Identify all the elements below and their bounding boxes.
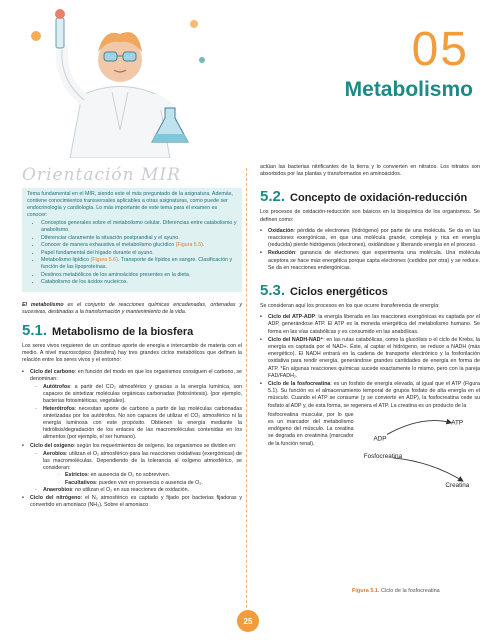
item-text: : utilizan el O₂ atmosférico para las reacciones oxidativas (exergónicas) de las macromoléculas. Dependiendo de la tolerancia al oxígeno atmosférico, se consideran: xyxy=(43,450,242,472)
orientation-item: • Diferenciar claramente la situación postprandial y el ayuno. xyxy=(41,235,237,242)
biosphere-cycles-list xyxy=(22,369,242,510)
left-column xyxy=(22,164,242,510)
item-label: Ciclo del nitrógeno xyxy=(30,494,81,501)
list-item xyxy=(260,228,480,250)
chapter-number: 05 xyxy=(411,23,469,76)
item-text: : en las rutas catabólicas, como la glucólisis o el ciclo de Krebs, la energía es captada por el NAD+. Éste, al captar el hidrógeno, se reduce a NADH (más energético). El NADH entrará en la cadena de transporte electrónico y la fosforilación oxidativa para rendir energía, generándose grandes cantidades de energía en forma de ATP. *En algunas reacciones químicas sucede exactamente lo mismo, pero con la pareja FAD/FADH₂. xyxy=(268,336,480,379)
sub-list xyxy=(30,451,242,494)
definition-term: El metabolismo xyxy=(22,301,64,308)
item-label: Estrictos xyxy=(65,472,88,479)
item-text: : en ausencia de O₂ no sobreviven. xyxy=(87,472,171,479)
caption-text: Ciclo de la fosfocreatina xyxy=(379,588,440,594)
item-label: Oxidación xyxy=(268,227,294,234)
figure-row xyxy=(268,412,480,490)
creatina-label: Creatina xyxy=(444,481,469,489)
adp-label: ADP xyxy=(373,435,387,443)
sub-item xyxy=(30,406,242,442)
section-5-1-heading xyxy=(22,322,242,339)
list-item xyxy=(260,314,480,336)
list-item xyxy=(260,381,480,490)
right-column xyxy=(260,164,480,491)
item-text: : según los requerimientos de oxígeno, los organismos se dividen en: xyxy=(73,442,237,449)
item-label: Ciclo de la fosfocreatina xyxy=(268,381,331,388)
figure-side-text: fosfocreatina muscular, por lo que es un marcador del metabolismo endógeno del músculo. La creatina se degrada en creatinina (marcador de la función renal). xyxy=(268,411,354,447)
sub-item xyxy=(30,487,242,494)
item-text: : pérdida de electrones (hidrógeno) por parte de una molécula. Se da en las reacciones exergónicas, en que una molécula grande, compleja y rica en energía (reducida) pierde hidrógenos (electrones), oxidándose y liberando energía en el proceso. xyxy=(268,227,480,249)
figure-caption xyxy=(352,588,440,594)
list-item xyxy=(260,337,480,380)
sub-sub-list xyxy=(43,472,242,486)
orientation-title: Orientación MIR xyxy=(22,165,181,185)
item-label: Facultativos xyxy=(65,479,96,486)
phosphocreatine-cycle-diagram xyxy=(354,412,480,490)
section-number: 5.3. xyxy=(260,282,286,300)
caption-label: Figura 5.1. xyxy=(352,588,380,594)
item-text: : la energía liberada en las reacciones exergónicas es captada por el ADP, generándose ATP. El ATP es la moneda energética del metabolismo humano. Se forma en las vías catabólicas y es consumido en las anabólicas. xyxy=(268,314,481,335)
sub-sub-item xyxy=(43,480,242,487)
section-intro: Los seres vivos requieren de un continuo aporte de energía e intercambio de materia con el medio. A nivel macroscópico (biosfera) hay tres grandes ciclos metabólicos que definen la relación entre los seres vivos y el entorno: xyxy=(22,342,242,364)
section-title: Concepto de oxidación-reducción xyxy=(290,192,468,205)
item-label: Reducción xyxy=(268,250,296,257)
orientation-item: • Metabolismo lipídico (Figura 5.6). Transporte de lípidos en sangre. Clasificación y función de las lipoproteínas. xyxy=(41,257,237,271)
orientation-item: • Papel fundamental del hígado durante el ayuno. xyxy=(41,250,237,257)
orientation-list xyxy=(41,220,237,286)
item-label: Ciclo del carbono xyxy=(30,368,75,375)
list-item xyxy=(22,495,242,509)
section-5-2-heading xyxy=(260,188,480,205)
orientation-item: • Destinos metabólicos de los aminoácidos presentes en la dieta. xyxy=(41,272,237,279)
section-intro: Los procesos de oxidación-reducción son básicos en la bioquímica de los organismos. Se definen como: xyxy=(260,209,480,223)
item-label: Ciclo del ATP-ADP xyxy=(268,314,316,321)
item-label: Ciclo del NADH-NAD⁺ xyxy=(268,336,324,343)
chapter-header xyxy=(0,0,491,160)
item-text: : el N₂ atmosférico es captado y fijado por bacterias fijadoras y convertido en amoniaco (NH₃). Sobre el amoniaco xyxy=(30,494,242,509)
orientation-item: • Conocer de manera exhaustiva el metabolismo glucídico (Figura 5.5). xyxy=(41,242,237,249)
redox-list xyxy=(260,228,480,272)
item-text: : no utilizan el O₂ en sus reacciones de oxidación. xyxy=(72,486,190,493)
definition-text: es el conjunto de reacciones químicas encadenadas, ordenadas y sucesivas, destinadas a la transformación y mantenimiento de la vida. xyxy=(22,301,243,315)
section-intro: Se consideran aquí los procesos en los que ocurre transferencia de energía: xyxy=(260,303,440,310)
sub-item xyxy=(30,384,242,406)
list-item xyxy=(260,250,480,272)
energy-cycles-list xyxy=(260,314,480,490)
sub-list xyxy=(30,384,242,442)
orientation-intro: Tema fundamental en el MIR, siendo este el más preguntado de la asignatura. Además, contiene conocimientos transversales aplicables a otras asignaturas, como puede ser endocrinología y cardiología. Lo más importante de este tema para el examen es conocer: xyxy=(27,191,233,218)
orientation-item: • Catabolismo de los ácidos nucleicos. xyxy=(41,279,237,286)
item-text: : a partir del CO₂ atmosférico y gracias a la energía lumínica, son capaces de sintetizar moléculas orgánicas carbonadas (fotosíntesis). (por ejemplo, bacterias fotosintéticas, vegetales). xyxy=(43,383,242,405)
item-label: Anaerobios xyxy=(43,486,73,493)
atp-label: ATP xyxy=(450,419,463,427)
section-title: Metabolismo de la biosfera xyxy=(52,325,194,338)
item-label: Ciclo del oxígeno xyxy=(30,442,74,449)
item-text: : necesitan aporte de carbono a partir de las moléculas carbonadas sintetizadas por los autótrofos. No son capaces de utilizar el CO₂ atmosférico ni la energía luminosa con este propósito. Obtienen la energía mediante la hidrólisis/degradación de los enlaces de las macromoléculas contenidas en los alimentos (por ejemplo, el ser humano). xyxy=(43,405,242,441)
list-item xyxy=(22,443,242,494)
orientation-box xyxy=(22,188,242,292)
sub-item xyxy=(30,451,242,487)
orientation-item: • Conceptos generales sobre el metabolismo celular. Diferencias entre catabolismo y anabolismo. xyxy=(41,220,237,234)
section-5-3-heading xyxy=(260,282,480,299)
sub-sub-item xyxy=(43,472,242,479)
item-label: Heterótrofos xyxy=(43,405,75,412)
metabolism-definition xyxy=(22,302,242,316)
item-text: : pueden vivir en presencia o ausencia de O₂. xyxy=(95,479,203,486)
item-text: : en función del modo en que los organismos consiguen el carbono, se denominan: xyxy=(30,368,242,382)
chapter-title: Metabolismo xyxy=(344,78,473,101)
item-label: Aerobios xyxy=(43,450,66,457)
continued-text: actúan las bacterias nitrificantes de la tierra y lo convierten en nitratos. Los nitratos son absorbidos por las plantas y transformados en aminoácidos. xyxy=(260,164,480,178)
section-number: 5.2. xyxy=(260,188,286,206)
scientist-illustration xyxy=(20,0,220,158)
page-number: 25 xyxy=(237,610,259,632)
item-label: Autótrofos xyxy=(43,383,71,390)
item-text: : ganancia de electrones que experimenta una molécula. Una molécula aceptora se hace más energética porque capta electrones (cedidos por otra) y se reduce. Se da en reacciones endergónicas. xyxy=(268,250,480,271)
list-item xyxy=(22,369,242,442)
item-text: : es un fosfato de energía elevada, al igual que el ATP (Figura 5.1). Su función es el almacenamiento temporal de grupos fosfato de alta energía en el músculo. Cuando el ATP se consume (y se convierte en ADP), la fosfocreatina cede su fosfato al ADP y, de esta forma, se regenera el ATP. La creatina es un producto de la xyxy=(268,381,480,409)
fosfocreatina-label: Fosfocreatina xyxy=(363,452,402,460)
column-divider xyxy=(246,168,247,628)
section-title: Ciclos energéticos xyxy=(290,286,388,299)
section-number: 5.1. xyxy=(22,321,48,339)
